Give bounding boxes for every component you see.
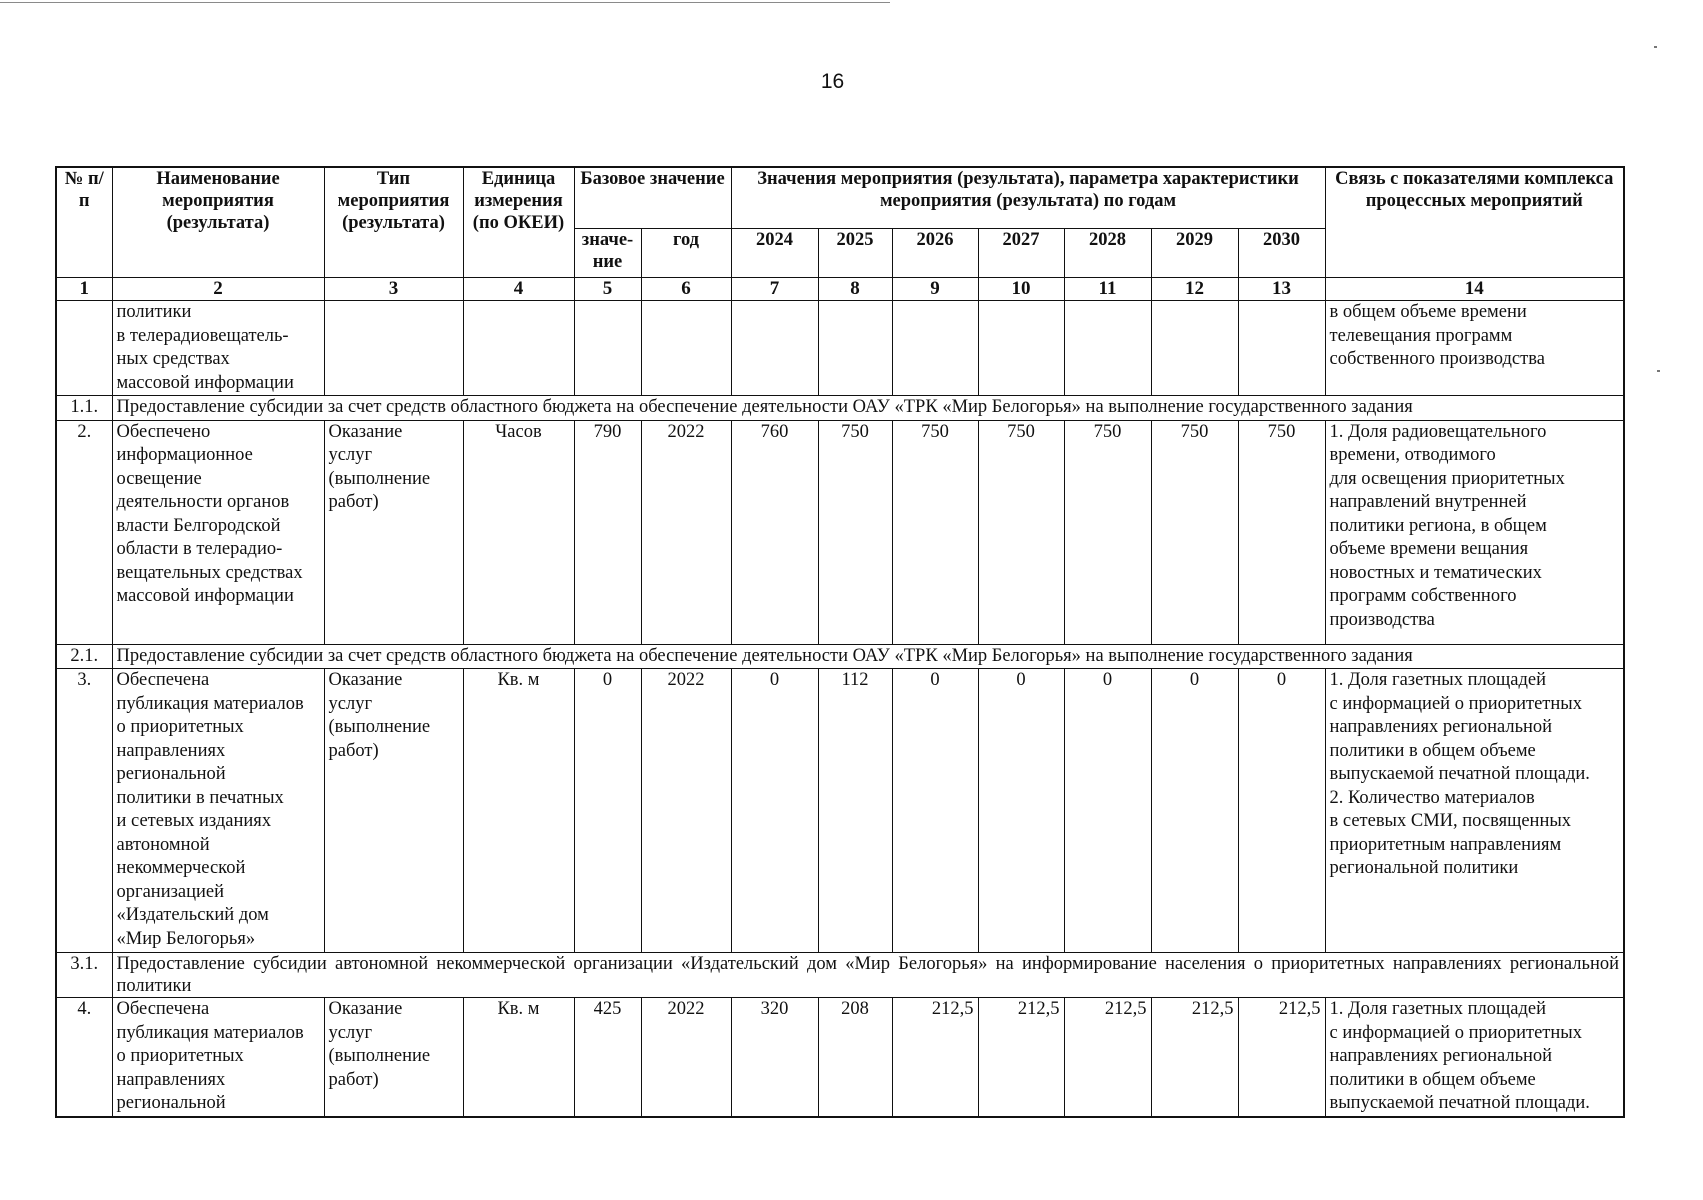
header-year: 2029 xyxy=(1151,229,1238,278)
page-number: 16 xyxy=(820,70,845,93)
header-name: Наименование мероприятия (результата) xyxy=(112,167,324,278)
results-table xyxy=(55,166,1625,1118)
header-link: Связь с показателями комплекса процессных мероприятий xyxy=(1325,167,1624,278)
cell-link xyxy=(1325,301,1624,396)
measure-value-2028: 0 xyxy=(1064,669,1151,953)
cell-name xyxy=(112,301,324,396)
measure-value-2028: 750 xyxy=(1064,420,1151,644)
measure-value-2027: 750 xyxy=(978,420,1064,644)
measure-unit: Кв. м xyxy=(463,669,574,953)
header-year: 2028 xyxy=(1064,229,1151,278)
measure-type: Оказание услуг (выполнение работ) xyxy=(324,420,463,644)
cell-base-value xyxy=(574,301,641,396)
measure-row xyxy=(56,998,1624,1117)
header-type: Тип мероприятия (результата) xyxy=(324,167,463,278)
continuation-row xyxy=(56,301,1624,396)
cell-base-year xyxy=(641,301,731,396)
column-number: 14 xyxy=(1325,278,1624,301)
measure-value-2029: 212,5 xyxy=(1151,998,1238,1117)
measure-value-2024: 760 xyxy=(731,420,818,644)
measure-num: 2. xyxy=(56,420,112,644)
column-number: 1 xyxy=(56,278,112,301)
cell-year-value xyxy=(1064,301,1151,396)
measure-link: 1. Доля радиовещательного времени, отводимого для освещения приоритетных направлений внутренней политики региона, в общем объеме времени вещания новостных и тематических программ собственного производства xyxy=(1325,420,1624,644)
measure-base-year: 2022 xyxy=(641,998,731,1117)
subsidy-text: Предоставление субсидии за счет средств областного бюджета на обеспечение деятельности ОАУ «ТРК «Мир Белогорья» на выполнение государственного задания xyxy=(112,644,1624,669)
column-number-row xyxy=(56,278,1624,301)
measure-num: 3. xyxy=(56,669,112,953)
measure-value-2027: 0 xyxy=(978,669,1064,953)
header-year: 2024 xyxy=(731,229,818,278)
measure-link: 1. Доля газетных площадей с информацией о приоритетных направлениях региональной политики в общем объеме выпускаемой печатной площади. xyxy=(1325,998,1624,1117)
measure-unit: Часов xyxy=(463,420,574,644)
subsidy-num: 2.1. xyxy=(56,644,112,669)
column-number: 11 xyxy=(1064,278,1151,301)
column-number: 4 xyxy=(463,278,574,301)
measure-link: 1. Доля газетных площадей с информацией о приоритетных направлениях региональной политики в общем объеме выпускаемой печатной площади. 2. Количество материалов в сетевых СМИ, посвященных приоритетным направлениям региональной политики xyxy=(1325,669,1624,953)
measure-value-2029: 750 xyxy=(1151,420,1238,644)
column-number: 2 xyxy=(112,278,324,301)
header-num: № п/п xyxy=(56,167,112,278)
measure-base-value: 790 xyxy=(574,420,641,644)
cell-year-value xyxy=(1151,301,1238,396)
measure-value-2030: 0 xyxy=(1238,669,1325,953)
cell-year-value xyxy=(978,301,1064,396)
subsidy-row xyxy=(56,644,1624,669)
measure-base-year: 2022 xyxy=(641,420,731,644)
column-number: 7 xyxy=(731,278,818,301)
subsidy-row xyxy=(56,953,1624,998)
subsidy-text: Предоставление субсидии автономной некоммерческой организации «Издательский дом «Мир Белогорья» на информирование населения о приоритетных направлениях региональной политики xyxy=(112,953,1624,998)
header-base-year: год xyxy=(641,229,731,278)
cell-year-value xyxy=(1238,301,1325,396)
column-number: 5 xyxy=(574,278,641,301)
measure-value-2029: 0 xyxy=(1151,669,1238,953)
header-base-value: значе- ние xyxy=(574,229,641,278)
measure-value-2024: 0 xyxy=(731,669,818,953)
subsidy-text: Предоставление субсидии за счет средств областного бюджета на обеспечение деятельности ОАУ «ТРК «Мир Белогорья» на выполнение государственного задания xyxy=(112,396,1624,421)
cell-type xyxy=(324,301,463,396)
column-number: 9 xyxy=(892,278,978,301)
header-base: Базовое значение xyxy=(574,167,731,229)
measure-value-2030: 750 xyxy=(1238,420,1325,644)
measure-value-2026: 212,5 xyxy=(892,998,978,1117)
subsidy-num: 3.1. xyxy=(56,953,112,998)
subsidy-num: 1.1. xyxy=(56,396,112,421)
measure-num: 4. xyxy=(56,998,112,1117)
header-unit: Единица измерения (по ОКЕИ) xyxy=(463,167,574,278)
subsidy-row xyxy=(56,396,1624,421)
measure-type: Оказание услуг (выполнение работ) xyxy=(324,669,463,953)
column-number: 10 xyxy=(978,278,1064,301)
cell-num xyxy=(56,301,112,396)
continuation-name: политики в телерадиовещатель- ных средствах массовой информации xyxy=(116,302,294,393)
header-year: 2027 xyxy=(978,229,1064,278)
measure-name: Обеспечена публикация материалов о приоритетных направлениях региональной xyxy=(112,998,324,1117)
measure-value-2025: 112 xyxy=(818,669,892,953)
header-row xyxy=(56,167,1624,229)
cell-year-value xyxy=(892,301,978,396)
measure-type: Оказание услуг (выполнение работ) xyxy=(324,998,463,1117)
column-number: 13 xyxy=(1238,278,1325,301)
measure-value-2027: 212,5 xyxy=(978,998,1064,1117)
measure-value-2026: 0 xyxy=(892,669,978,953)
measure-row xyxy=(56,420,1624,644)
measure-base-value: 425 xyxy=(574,998,641,1117)
column-number: 6 xyxy=(641,278,731,301)
measure-value-2026: 750 xyxy=(892,420,978,644)
cell-year-value xyxy=(731,301,818,396)
scan-speck xyxy=(1654,46,1657,48)
measure-value-2024: 320 xyxy=(731,998,818,1117)
column-number: 12 xyxy=(1151,278,1238,301)
measure-name: Обеспечено информационное освещение деятельности органов власти Белгородской области в телерадио- вещательных средствах массовой информации xyxy=(112,420,324,644)
cell-unit xyxy=(463,301,574,396)
measure-name: Обеспечена публикация материалов о приоритетных направлениях региональной политики в печатных и сетевых изданиях автономной некоммерческой организацией «Издательский дом «Мир Белогорья» xyxy=(112,669,324,953)
measure-base-value: 0 xyxy=(574,669,641,953)
measure-unit: Кв. м xyxy=(463,998,574,1117)
measure-row xyxy=(56,669,1624,953)
measure-value-2030: 212,5 xyxy=(1238,998,1325,1117)
header-year: 2026 xyxy=(892,229,978,278)
header-year: 2025 xyxy=(818,229,892,278)
measure-value-2028: 212,5 xyxy=(1064,998,1151,1117)
continuation-link: в общем объеме времени телевещания программ собственного производства xyxy=(1329,302,1545,369)
column-number: 3 xyxy=(324,278,463,301)
column-number: 8 xyxy=(818,278,892,301)
top-rule xyxy=(0,2,890,3)
scan-speck xyxy=(1657,370,1660,372)
measure-base-year: 2022 xyxy=(641,669,731,953)
header-year: 2030 xyxy=(1238,229,1325,278)
cell-year-value xyxy=(818,301,892,396)
header-values-group: Значения мероприятия (результата), параметра характеристики мероприятия (результата) по годам xyxy=(731,167,1325,229)
measure-value-2025: 208 xyxy=(818,998,892,1117)
measure-value-2025: 750 xyxy=(818,420,892,644)
